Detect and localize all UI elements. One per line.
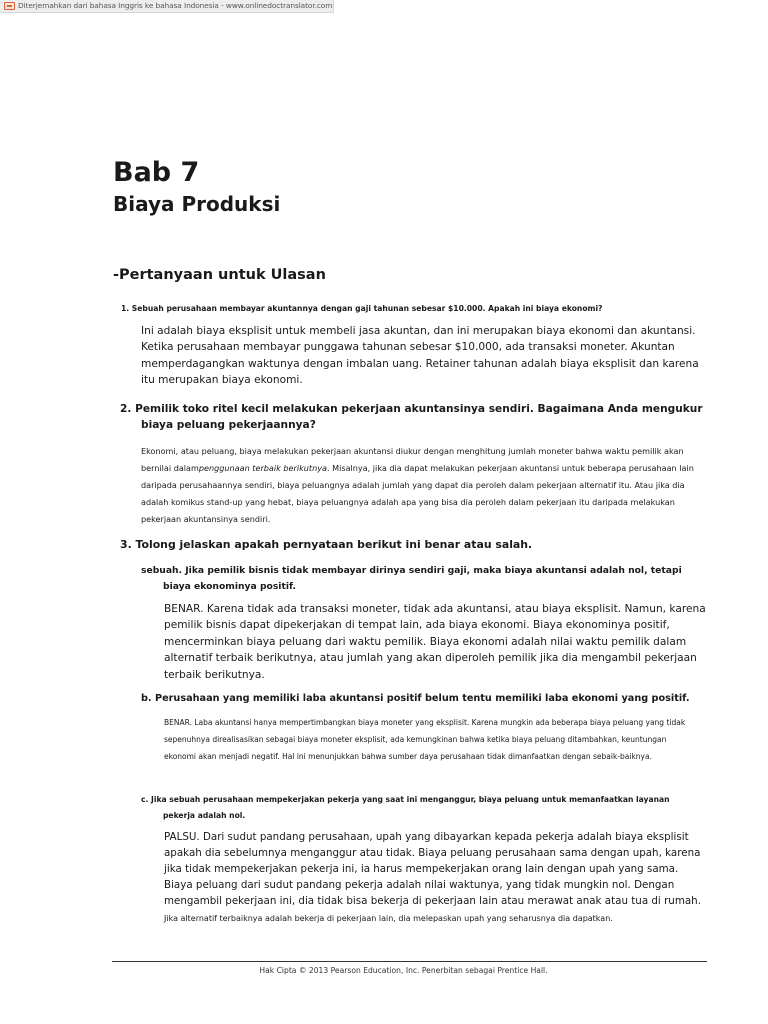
footer-divider [112, 961, 707, 962]
answer-3c-last-line: Jika alternatif terbaiknya adalah bekerja di pekerjaan lain, dia melepaskan upah yang seharusnya dia dapatkan. [164, 914, 613, 923]
banner-text[interactable]: Diterjemahkan dari bahasa Inggris ke bahasa Indonesia - www.onlinedoctranslator.com [18, 1, 333, 10]
answer-3c: PALSU. Dari sudut pandang perusahaan, upah yang dibayarkan kepada pekerja adalah biaya eksplisit apakah dia sebelumnya menganggur atau tidak. Biaya peluang perusahaan sama dengan upah, karena jika tidak mempekerjakan pekerja ini, ia harus mempekerjakan orang lain dengan upah yang sama. Biaya peluang dari sudut pandang pekerja adalah nilai waktunya, yang tidak mungkin nol. Dengan mengambil pekerjaan ini, dia tidak bisa bekerja di pekerjaan lain atau merawat anak atau tua di rumah. [164, 831, 701, 908]
chapter-title: Biaya Produksi [113, 192, 281, 216]
section-title: -Pertanyaan untuk Ulasan [113, 267, 326, 283]
statement-3b: b. Perusahaan yang memiliki laba akuntansi positif belum tentu memiliki laba ekonomi yang positif. [141, 693, 690, 704]
question-1: 1. Sebuah perusahaan membayar akuntannya dengan gaji tahunan sebesar $10.000. Apakah ini biaya ekonomi? [121, 304, 603, 313]
translation-banner[interactable] [0, 0, 334, 13]
translator-icon [4, 2, 15, 10]
question-3: 3. Tolong jelaskan apakah pernyataan berikut ini benar atau salah. [120, 538, 533, 551]
copyright-footer: Hak Cipta © 2013 Pearson Education, Inc. Penerbitan sebagai Prentice Hall. [259, 966, 548, 975]
statement-3a: sebuah. Jika pemilik bisnis tidak membayar dirinya sendiri gaji, maka biaya akuntansi adalah nol, tetapi biaya ekonominya positif. [141, 565, 682, 592]
answer-3b: BENAR. Laba akuntansi hanya mempertimbangkan biaya moneter yang eksplisit. Karena mungkin ada beberapa biaya peluang yang tidak sepenuhnya direalisasikan sebagai biaya moneter eksplisit, ada kemungkinan bahwa ketika biaya peluang ditambahkan, keuntungan ekonomi akan menjadi negatif. Hal ini menunjukkan bahwa sumber daya perusahaan tidak dimanfaatkan dengan sebaik-baiknya. [164, 718, 686, 761]
answer-3a: BENAR. Karena tidak ada transaksi moneter, tidak ada akuntansi, atau biaya eksplisit. Namun, karena pemilik bisnis dapat dipekerjakan di tempat lain, ada biaya ekonomi. Biaya ekonominya positif, mencerminkan biaya peluang dari waktu pemilik. Biaya ekonomi adalah nilai waktu pemilik dalam alternatif terbaik berikutnya, atau jumlah yang akan diperoleh pemilik jika dia mengambil pekerjaan terbaik berikutnya. [164, 603, 706, 681]
statement-3c: c. Jika sebuah perusahaan mempekerjakan pekerja yang saat ini menganggur, biaya peluang untuk memanfaatkan layanan pekerja adalah nol. [141, 795, 670, 820]
chapter-number: Bab 7 [113, 157, 200, 188]
answer-2-emphasis: penggunaan terbaik berikutnya [198, 462, 327, 473]
answer-1: Ini adalah biaya eksplisit untuk membeli jasa akuntan, dan ini merupakan biaya ekonomi dan akuntansi. Ketika perusahaan membayar punggawa tahunan sebesar $10.000, ada transaksi moneter. Akuntan memperdagangkan waktunya dengan imbalan uang. Retainer tahunan adalah biaya eksplisit dan karena itu merupakan biaya ekonomi. [141, 325, 699, 387]
answer-2-text: Ekonomi, atau peluang, biaya melakukan pekerjaan akuntansi diukur dengan menghitung jumlah moneter bahwa waktu pemilik akan bernilai dalam [141, 446, 684, 473]
answer-2-text-rest: . Misalnya, jika dia dapat melakukan pekerjaan akuntansi untuk beberapa perusahaan lain daripada perusahaannya sendiri, biaya peluangnya adalah jumlah yang dapat dia peroleh dalam pekerjaan alternatif itu. Atau jika dia adalah komikus stand-up yang hebat, biaya peluangnya adalah apa yang bisa dia peroleh dalam pekerjaan itu daripada melakukan pekerjaan akuntansinya sendiri. [141, 462, 694, 524]
answer-2 [141, 443, 711, 528]
question-2: 2. Pemilik toko ritel kecil melakukan pekerjaan akuntansinya sendiri. Bagaimana Anda mengukur biaya peluang pekerjaannya? [120, 403, 703, 431]
